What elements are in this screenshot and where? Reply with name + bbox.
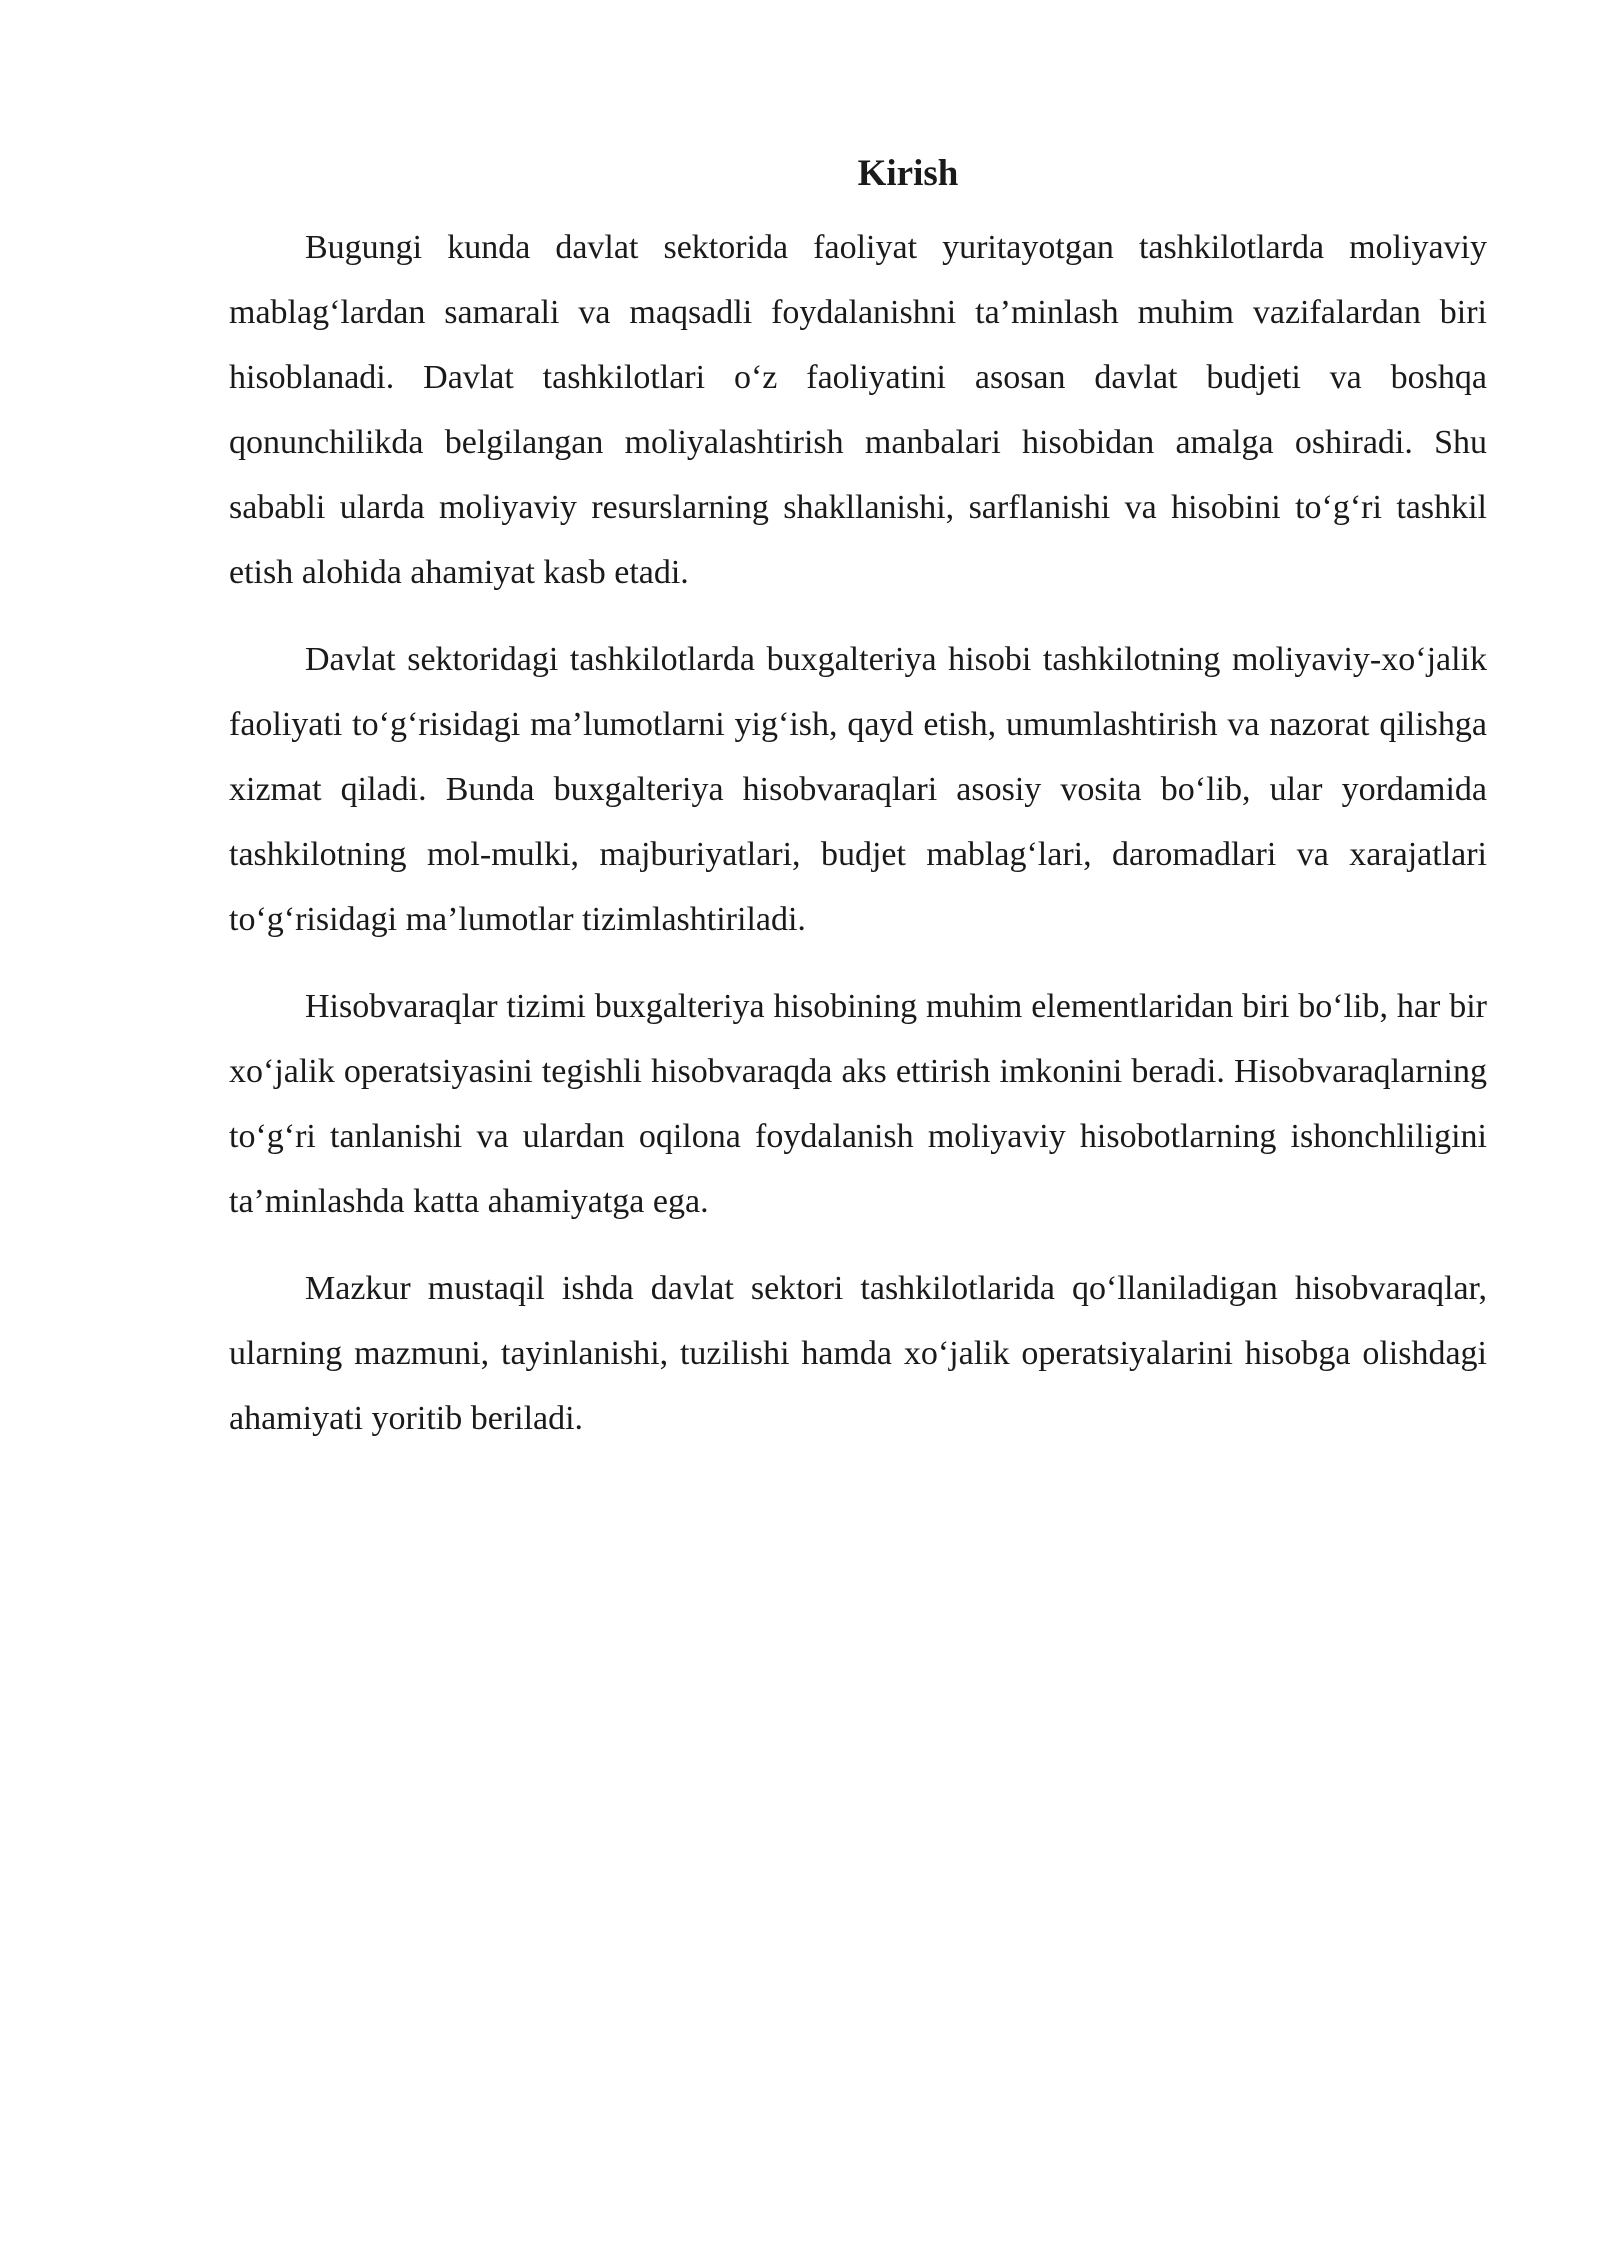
paragraph-4: Mazkur mustaqil ishda davlat sektori tashkilotlarida qo‘llaniladigan hisobvaraqlar, ularning mazmuni, tayinlanishi, tuzilishi hamda xo‘jalik operatsiyalarini hisobga olishdagi ahamiyati yoritib beriladi. <box>229 1270 1487 1437</box>
paragraph-3: Hisobvaraqlar tizimi buxgalteriya hisobining muhim elementlaridan biri bo‘lib, har bir xo‘jalik operatsiyasini tegishli hisobvaraqda aks ettirish imkonini beradi. Hisobvaraqlarning to‘g‘ri tanlanishi va ulardan oqilona foydalanish moliyaviy hisobotlarning ishonchliligini ta’minlashda katta ahamiyatga ega. <box>229 988 1487 1220</box>
page-title: Kirish <box>857 153 959 194</box>
document-body <box>229 147 1487 1473</box>
paragraph-1: Bugungi kunda davlat sektorida faoliyat yuritayotgan tashkilotlarda moliyaviy mablag‘lardan samarali va maqsadli foydalanishni ta’minlash muhim vazifalardan biri hisoblanadi. Davlat tashkilotlari o‘z faoliyatini asosan davlat budjeti va boshqa qonunchilikda belgilangan moliyalashtirish manbalari hisobidan amalga oshiradi. Shu sababli ularda moliyaviy resurslarning shakllanishi, sarflanishi va hisobini to‘g‘ri tashkil etish alohida ahamiyat kasb etadi. <box>229 229 1487 591</box>
paragraph-2: Davlat sektoridagi tashkilotlarda buxgalteriya hisobi tashkilotning moliyaviy-xo‘jalik faoliyati to‘g‘risidagi ma’lumotlarni yig‘ish, qayd etish, umumlashtirish va nazorat qilishga xizmat qiladi. Bunda buxgalteriya hisobvaraqlari asosiy vosita bo‘lib, ular yordamida tashkilotning mol-mulki, majburiyatlari, budjet mablag‘lari, daromadlari va xarajatlari to‘g‘risidagi ma’lumotlar tizimlashtiriladi. <box>229 641 1487 938</box>
